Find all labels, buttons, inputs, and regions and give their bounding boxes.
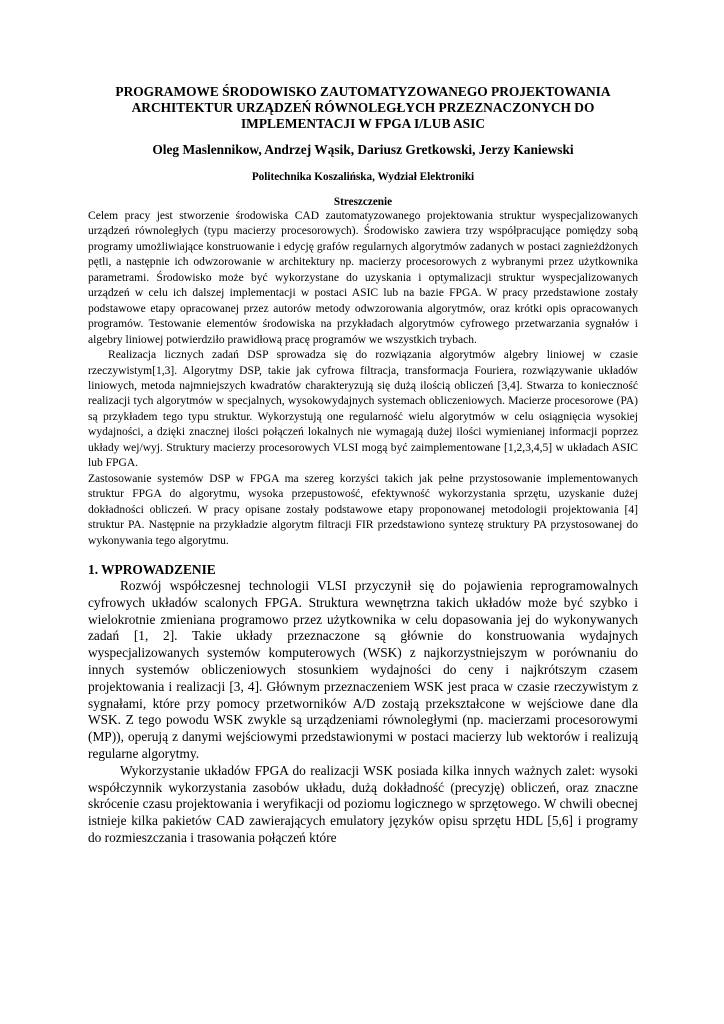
abstract: [88, 209, 638, 549]
abstract-paragraph: Realizacja licznych zadań DSP sprowadza się do rozwiązania algorytmów algebry liniowej w czasie rzeczywistym[1,3]. Algorytmy DSP, takie jak cyfrowa filtracja, transformacja Fouriera, rozwiązywanie układów liniowych, metoda najmniejszych kwadratów charakteryzują się dużą ilością obliczeń [3,4]. Stwarza to konieczność realizacji tych algorytmów w specjalnych, wysokowydajnych systemach obliczeniowych. Macierze procesorowe (PA) są przykładem tego typu struktur. Wykorzystują one regularność wielu algorytmów w celu osiągnięcia wysokiej wydajności, a dzięki znacznej ilości połączeń lokalnych nie wymagają dużej ilości wymienianej informacji poprzez układy wej/wyj. Struktury macierzy procesorowych VLSI mogą być zaimplementowane [1,2,3,4,5] w układach ASIC lub FPGA.: [88, 349, 638, 470]
affiliation: Politechnika Koszalińska, Wydział Elektroniki: [251, 171, 475, 183]
body-paragraph: Rozwój współczesnej technologii VLSI przyczynił się do pojawienia reprogramowalnych cyfrowych układów scalonych FPGA. Struktura wewnętrzna takich układów może być szybko i wielokrotnie zmieniana programowo przez użytkownika w celu dopasowania jej do wykonywanych zadań [1, 2]. Takie układy przeznaczone są głównie do konstruowania wydajnych wyspecjalizowanych systemów komputerowych (WSK) z najkorzystniejszym w porównaniu do innych systemów obliczeniowych stosunkiem wydajności do ceny i najkrótszym czasem projektowania i realizacji [3, 4]. Głównym przeznaczeniem WSK jest praca w czasie rzeczywistym z sygnałami, które przy pomocy przetworników A/D zostają przekształcone w wejściowe dane dla WSK. Z tego powodu WSK zwykle są urządzeniami równoległymi (np. macierzami procesorowymi (MP)), operują z danymi wejściowymi przedstawionymi w postaci macierzy lub wektorów i realizują regularne algorytmy.: [88, 577, 638, 761]
title-line: PROGRAMOWE ŚRODOWISKO ZAUTOMATYZOWANEGO PROJEKTOWANIA: [115, 84, 611, 99]
paper-title: [88, 84, 638, 132]
paper-page: [88, 84, 638, 847]
abstract-paragraph: Zastosowanie systemów DSP w FPGA ma szereg korzyści takich jak pełne przystosowanie implementowanych struktur FPGA do algorytmu, wysoka przepustowość, efektywność wykorzystania sprzętu, uzyskanie dużej dokładności obliczeń. W pracy opisane zostały podstawowe etapy proponowanej metodologii projektowania [4] struktur PA. Następnie na przykładzie algorytm filtracji FIR przedstawiono syntezę struktury PA przystosowanej do wykonywania tego algorytmu.: [88, 472, 638, 547]
authors: Oleg Maslennikow, Andrzej Wąsik, Dariusz Gretkowski, Jerzy Kaniewski: [152, 142, 574, 157]
title-line: ARCHITEKTUR URZĄDZEŃ RÓWNOLEGŁYCH PRZEZNACZONYCH DO: [131, 100, 595, 115]
body-paragraph: Wykorzystanie układów FPGA do realizacji WSK posiada kilka innych ważnych zalet: wysoki współczynnik wykorzystania zasobów układu, dużą dokładność (precyzję) obliczeń, oraz znaczne skrócenie czasu projektowania i weryfikacji od poziomu logicznego w sprzętowego. W chwili obecnej istnieje kilka pakietów CAD zawierających emulatory języków opisu sprzętu HDL [5,6] i programy do rozmieszczania i trasowania połączeń które: [88, 762, 638, 845]
abstract-heading: Streszczenie: [333, 196, 393, 208]
abstract-paragraph: Celem pracy jest stworzenie środowiska CAD zautomatyzowanego projektowania struktur wyspecjalizowanych urządzeń równoległych (typu macierzy procesorowych). Środowisko zawiera trzy współpracujące pomiędzy sobą programy umożliwiające konstruowanie i edycję grafów regularnych algorytmów zadanych w postaci zagnieżdżonych pętli, a następnie ich odwzorowanie w architektury np. macierzy procesorowych z wybranymi przez użytkownika parametrami. Środowisko może być wykorzystane do uzyskania i optymalizacji struktur wyspecjalizowanych urządzeń w celu ich dalszej implementacji w postaci ASIC lub na bazie FPGA. W pracy przedstawione zostały podstawowe etapy opracowanej przez autorów metody odwzorowania algorytmów, oraz krótki opis opracowanych programów. Testowanie elementów środowiska na przykładach algorytmów cyfrowego przetwarzania sygnałów i algebry liniowej potwierdziło prawidłową pracę programów we wszystkich trybach.: [88, 210, 638, 346]
title-line: IMPLEMENTACJI W FPGA I/LUB ASIC: [240, 116, 486, 131]
section-heading: 1. WPROWADZENIE: [88, 561, 216, 577]
section-body: [88, 578, 638, 847]
